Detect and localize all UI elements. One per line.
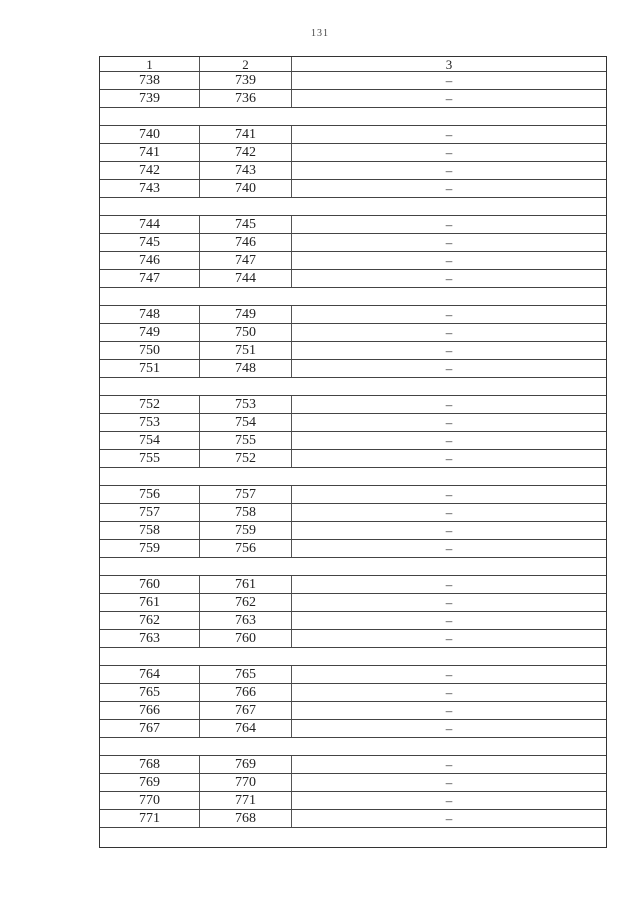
table-cell-col-3: – bbox=[445, 685, 453, 700]
table-cell-col-2: 759 bbox=[200, 522, 292, 539]
table-cell-col-2: 739 bbox=[200, 72, 292, 89]
header-col-1: 1 bbox=[100, 57, 200, 71]
table-cell-col-2: 756 bbox=[200, 540, 292, 557]
page-number: 131 bbox=[311, 28, 329, 39]
table-cell-col-3: – bbox=[445, 127, 453, 142]
table-row bbox=[100, 414, 606, 432]
table-cell-col-3: – bbox=[445, 415, 453, 430]
table-row bbox=[100, 684, 606, 702]
table-row bbox=[100, 594, 606, 612]
table-cell-col-2: 771 bbox=[200, 792, 292, 809]
table-cell-col-1: 770 bbox=[100, 792, 200, 809]
table-cell-col-3: – bbox=[445, 595, 453, 610]
table-cell-col-2: 765 bbox=[200, 666, 292, 683]
table-cell-col-3: – bbox=[445, 541, 453, 556]
table-cell-col-1: 757 bbox=[100, 504, 200, 521]
table-cell-col-3: – bbox=[445, 757, 453, 772]
table-cell-col-1: 755 bbox=[100, 450, 200, 467]
table-cell-col-1: 767 bbox=[100, 720, 200, 737]
table-cell-col-1: 741 bbox=[100, 144, 200, 161]
table-row bbox=[100, 252, 606, 270]
table-cell-col-3: – bbox=[445, 523, 453, 538]
table-cell-col-1: 744 bbox=[100, 216, 200, 233]
table-cell-col-2: 769 bbox=[200, 756, 292, 773]
table-cell-col-2: 767 bbox=[200, 702, 292, 719]
group-spacer bbox=[100, 288, 606, 306]
table-cell-col-3: – bbox=[445, 505, 453, 520]
table-row bbox=[100, 72, 606, 90]
table-cell-col-3: – bbox=[445, 451, 453, 466]
table-row bbox=[100, 774, 606, 792]
table-cell-col-2: 758 bbox=[200, 504, 292, 521]
table-row bbox=[100, 576, 606, 594]
table-header-row bbox=[100, 57, 606, 72]
table-row bbox=[100, 324, 606, 342]
table-row bbox=[100, 216, 606, 234]
data-table bbox=[99, 56, 607, 848]
table-row bbox=[100, 342, 606, 360]
table-cell-col-2: 743 bbox=[200, 162, 292, 179]
table-row bbox=[100, 126, 606, 144]
table-row bbox=[100, 522, 606, 540]
table-cell-col-2: 736 bbox=[200, 90, 292, 107]
table-cell-col-2: 745 bbox=[200, 216, 292, 233]
table-cell-col-1: 769 bbox=[100, 774, 200, 791]
table-row bbox=[100, 450, 606, 468]
table-cell-col-3: – bbox=[445, 307, 453, 322]
table-cell-col-2: 764 bbox=[200, 720, 292, 737]
table-row bbox=[100, 504, 606, 522]
table-cell-col-1: 745 bbox=[100, 234, 200, 251]
table-cell-col-3: – bbox=[445, 631, 453, 646]
table-cell-col-1: 748 bbox=[100, 306, 200, 323]
group-spacer bbox=[100, 558, 606, 576]
table-row bbox=[100, 540, 606, 558]
table-cell-col-2: 744 bbox=[200, 270, 292, 287]
table-row bbox=[100, 486, 606, 504]
table-cell-col-1: 743 bbox=[100, 180, 200, 197]
table-cell-col-2: 763 bbox=[200, 612, 292, 629]
table-cell-col-3: – bbox=[445, 91, 453, 106]
group-spacer bbox=[100, 648, 606, 666]
table-cell-col-2: 770 bbox=[200, 774, 292, 791]
table-cell-col-2: 757 bbox=[200, 486, 292, 503]
table-cell-col-3: – bbox=[445, 271, 453, 286]
table-cell-col-3: – bbox=[445, 325, 453, 340]
table-cell-col-2: 749 bbox=[200, 306, 292, 323]
table-cell-col-3: – bbox=[445, 73, 453, 88]
table-cell-col-2: 761 bbox=[200, 576, 292, 593]
group-spacer bbox=[100, 468, 606, 486]
table-cell-col-2: 752 bbox=[200, 450, 292, 467]
table-cell-col-1: 759 bbox=[100, 540, 200, 557]
table-cell-col-2: 741 bbox=[200, 126, 292, 143]
table-cell-col-1: 756 bbox=[100, 486, 200, 503]
table-cell-col-2: 755 bbox=[200, 432, 292, 449]
table-cell-col-3: – bbox=[445, 703, 453, 718]
table-row bbox=[100, 162, 606, 180]
group-spacer bbox=[100, 108, 606, 126]
table-row bbox=[100, 396, 606, 414]
table-cell-col-1: 768 bbox=[100, 756, 200, 773]
table-row bbox=[100, 702, 606, 720]
table-cell-col-2: 762 bbox=[200, 594, 292, 611]
table-cell-col-2: 753 bbox=[200, 396, 292, 413]
table-cell-col-1: 751 bbox=[100, 360, 200, 377]
table-cell-col-3: – bbox=[445, 667, 453, 682]
table-cell-col-3: – bbox=[445, 577, 453, 592]
table-cell-col-3: – bbox=[445, 145, 453, 160]
table-cell-col-3: – bbox=[445, 163, 453, 178]
table-cell-col-1: 758 bbox=[100, 522, 200, 539]
table-cell-col-2: 747 bbox=[200, 252, 292, 269]
table-cell-col-1: 763 bbox=[100, 630, 200, 647]
table-cell-col-1: 747 bbox=[100, 270, 200, 287]
table-cell-col-1: 740 bbox=[100, 126, 200, 143]
table-cell-col-3: – bbox=[445, 361, 453, 376]
table-cell-col-2: 760 bbox=[200, 630, 292, 647]
table-cell-col-3: – bbox=[445, 613, 453, 628]
table-cell-col-2: 746 bbox=[200, 234, 292, 251]
table-cell-col-3: – bbox=[445, 811, 453, 826]
table-cell-col-3: – bbox=[445, 217, 453, 232]
table-row bbox=[100, 432, 606, 450]
table-cell-col-2: 740 bbox=[200, 180, 292, 197]
table-cell-col-1: 739 bbox=[100, 90, 200, 107]
table-cell-col-3: – bbox=[445, 253, 453, 268]
table-row bbox=[100, 630, 606, 648]
table-cell-col-1: 754 bbox=[100, 432, 200, 449]
table-row bbox=[100, 756, 606, 774]
table-cell-col-1: 764 bbox=[100, 666, 200, 683]
table-row bbox=[100, 792, 606, 810]
table-cell-col-1: 749 bbox=[100, 324, 200, 341]
table-cell-col-1: 771 bbox=[100, 810, 200, 827]
table-row bbox=[100, 360, 606, 378]
table-cell-col-3: – bbox=[445, 775, 453, 790]
table-cell-col-2: 750 bbox=[200, 324, 292, 341]
table-cell-col-1: 746 bbox=[100, 252, 200, 269]
table-cell-col-1: 765 bbox=[100, 684, 200, 701]
table-cell-col-1: 760 bbox=[100, 576, 200, 593]
table-cell-col-2: 751 bbox=[200, 342, 292, 359]
table-cell-col-2: 742 bbox=[200, 144, 292, 161]
table-cell-col-2: 766 bbox=[200, 684, 292, 701]
table-cell-col-2: 768 bbox=[200, 810, 292, 827]
table-row bbox=[100, 306, 606, 324]
table-cell-col-3: – bbox=[445, 721, 453, 736]
table-cell-col-1: 752 bbox=[100, 396, 200, 413]
table-cell-col-2: 754 bbox=[200, 414, 292, 431]
table-cell-col-3: – bbox=[445, 793, 453, 808]
table-cell-col-3: – bbox=[445, 397, 453, 412]
table-cell-col-3: – bbox=[445, 181, 453, 196]
table-cell-col-1: 766 bbox=[100, 702, 200, 719]
table-row bbox=[100, 810, 606, 828]
table-cell-col-3: – bbox=[445, 433, 453, 448]
table-row bbox=[100, 720, 606, 738]
group-spacer bbox=[100, 738, 606, 756]
group-spacer bbox=[100, 198, 606, 216]
table-cell-col-1: 762 bbox=[100, 612, 200, 629]
table-row bbox=[100, 180, 606, 198]
table-row bbox=[100, 144, 606, 162]
table-cell-col-1: 750 bbox=[100, 342, 200, 359]
table-cell-col-1: 753 bbox=[100, 414, 200, 431]
table-row bbox=[100, 612, 606, 630]
header-col-2: 2 bbox=[200, 57, 292, 71]
table-cell-col-1: 761 bbox=[100, 594, 200, 611]
table-row bbox=[100, 666, 606, 684]
table-cell-col-1: 738 bbox=[100, 72, 200, 89]
table-row bbox=[100, 270, 606, 288]
table-cell-col-1: 742 bbox=[100, 162, 200, 179]
table-cell-col-2: 748 bbox=[200, 360, 292, 377]
group-spacer bbox=[100, 378, 606, 396]
table-row bbox=[100, 90, 606, 108]
table-cell-col-3: – bbox=[445, 235, 453, 250]
table-cell-col-3: – bbox=[445, 343, 453, 358]
table-row bbox=[100, 234, 606, 252]
table-cell-col-3: – bbox=[445, 487, 453, 502]
header-col-3: 3 bbox=[445, 56, 453, 72]
